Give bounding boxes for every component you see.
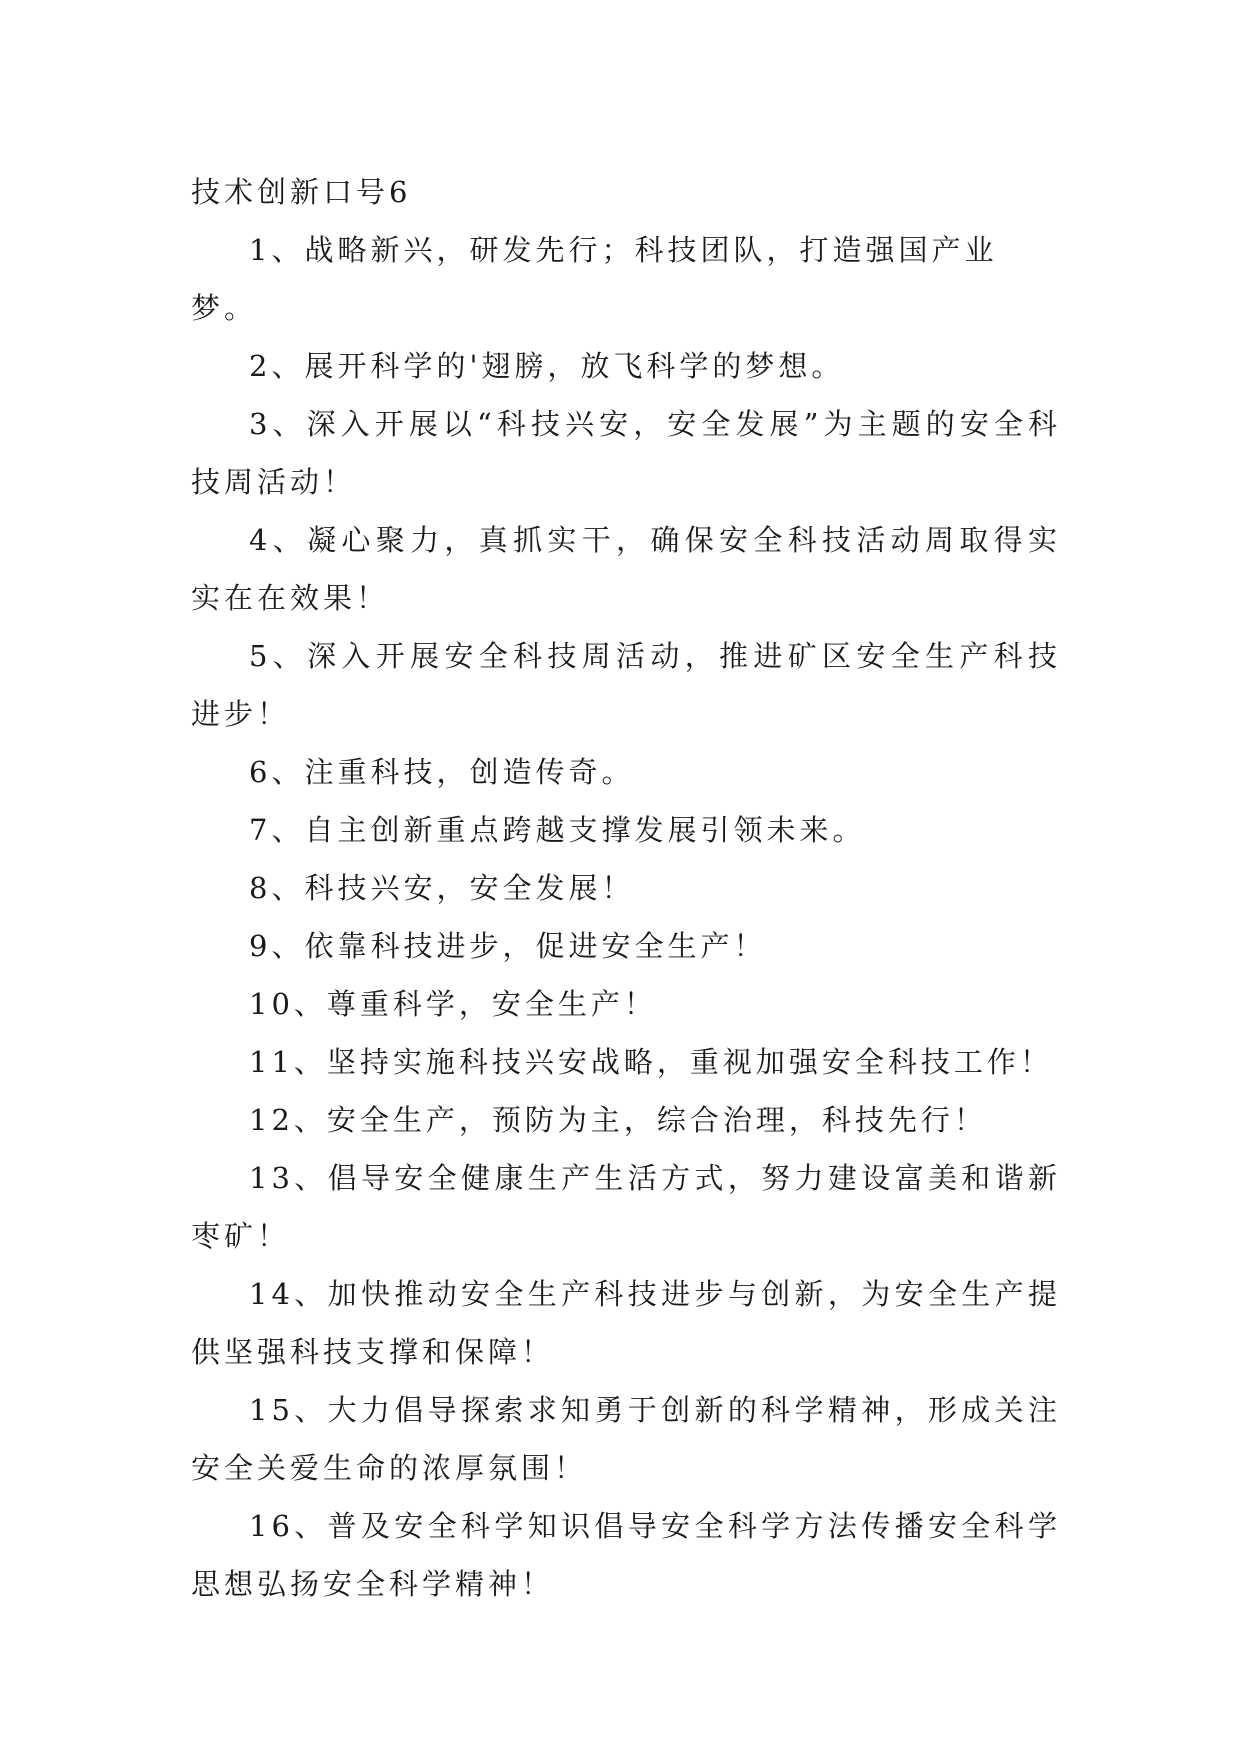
slogan-7: 7、自主创新重点跨越支撑发展引领未来。 — [249, 813, 866, 847]
slogan-14: 14、加快推动安全生产科技进步与创新，为安全生产提供坚强科技支撑和保障！ — [191, 1277, 1061, 1369]
slogan-1: 1、战略新兴，研发先行；科技团队，打造强国产业梦。 — [191, 233, 998, 325]
slogan-9: 9、依靠科技进步，促进安全生产！ — [249, 929, 767, 963]
slogan-15: 15、大力倡导探索求知勇于创新的科学精神，形成关注安全关爱生命的浓厚氛围！ — [191, 1393, 1061, 1485]
slogan-10: 10、尊重科学，安全生产！ — [249, 987, 657, 1021]
slogan-4: 4、凝心聚力，真抓实干，确保安全科技活动周取得实实在在效果！ — [191, 523, 1061, 615]
document-body — [191, 163, 1061, 1613]
slogan-16: 16、普及安全科学知识倡导安全科学方法传播安全科学思想弘扬安全科学精神！ — [191, 1509, 1061, 1601]
slogan-13: 13、倡导安全健康生产生活方式，努力建设富美和谐新枣矿！ — [191, 1161, 1061, 1253]
slogan-5: 5、深入开展安全科技周活动，推进矿区安全生产科技进步！ — [191, 639, 1061, 731]
slogan-12: 12、安全生产，预防为主，综合治理，科技先行！ — [249, 1103, 987, 1137]
slogan-6: 6、注重科技，创造传奇。 — [249, 755, 635, 789]
slogan-11: 11、坚持实施科技兴安战略，重视加强安全科技工作！ — [249, 1045, 1053, 1079]
slogan-8: 8、科技兴安，安全发展！ — [249, 871, 635, 905]
slogan-3: 3、深入开展以“科技兴安，安全发展”为主题的安全科技周活动！ — [191, 407, 1061, 499]
slogan-list — [191, 221, 1061, 1613]
document-title: 技术创新口号6 — [191, 175, 412, 209]
slogan-2: 2、展开科学的'翅膀，放飞科学的梦想。 — [249, 349, 845, 383]
